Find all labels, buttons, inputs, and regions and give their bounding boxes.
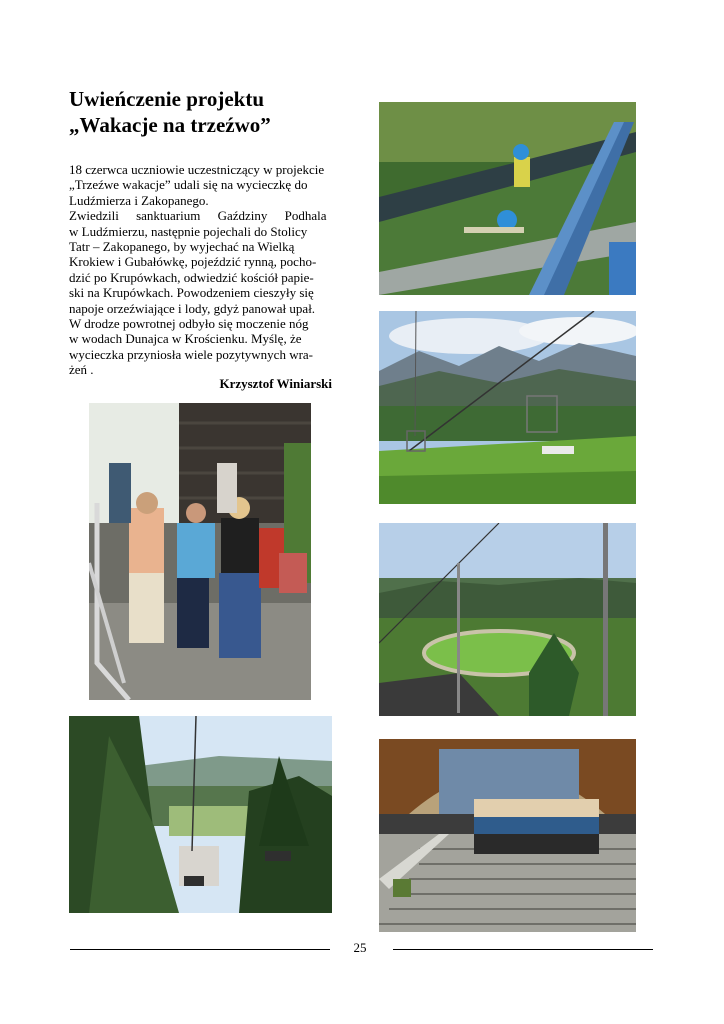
body-line: 18 czerwca uczniowie uczestniczący w projekcie — [69, 162, 325, 177]
photo-group-on-stairs — [379, 739, 636, 932]
body-line: Zwiedzili sanktuarium Gaździny Podhala — [69, 208, 327, 224]
body-line: Ludźmierza i Zakopanego. — [69, 192, 209, 208]
photo-chairlift-mountains — [379, 311, 636, 504]
title-line-2: „Wakacje na trzeźwo” — [69, 113, 271, 137]
article-title — [69, 86, 339, 138]
footer-rule-left — [70, 949, 330, 950]
body-line: dzić po Krupówkach, odwiedzić kościół papie- — [69, 269, 314, 285]
body-line: w wodach Dunajca w Krościenku. Myślę, że — [69, 331, 302, 347]
body-line: W drodze powrotnej odbyło się moczenie nóg — [69, 316, 309, 332]
page-number: 25 — [353, 940, 367, 955]
photo-forest-lift — [69, 716, 332, 913]
title-line-1: Uwieńczenie projektu — [69, 87, 264, 111]
footer-rule-right — [393, 949, 653, 950]
body-line: „Trzeźwe wakacje” udali się na wycieczkę do — [69, 177, 308, 193]
body-line: w Ludźmierzu, następnie pojechali do Stolicy — [69, 223, 308, 239]
body-line: ski na Krupówkach. Powodzeniem cieszyły się — [69, 285, 314, 301]
body-line: wycieczka przyniosła wiele pozytywnych wra- — [69, 346, 314, 362]
article-body — [69, 162, 332, 378]
photo-ski-jump-top — [379, 102, 636, 295]
photo-stadium-view — [379, 523, 636, 716]
body-line: żeń . — [69, 362, 94, 378]
body-line: napoje orzeźwiające i lody, gdyż panował upał. — [69, 300, 316, 316]
body-line: Krokiew i Gubałówkę, pojeździć rynną, pocho- — [69, 254, 317, 270]
photo-friends-posing — [89, 403, 311, 700]
body-line: Tatr – Zakopanego, by wyjechać na Wielką — [69, 239, 295, 255]
article-author: Krzysztof Winiarski — [219, 376, 332, 391]
